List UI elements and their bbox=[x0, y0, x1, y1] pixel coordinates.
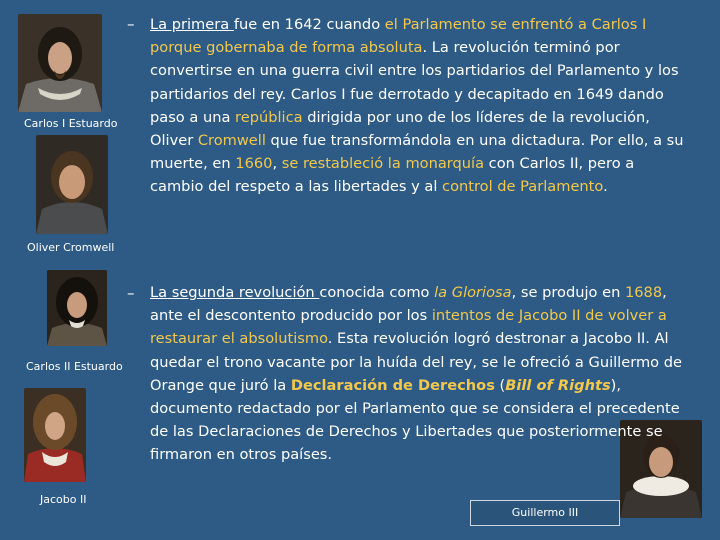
p1-s4: . La revolución terminó por convertirse en una guerra civil entre los partidarios del Parlamento y los partidarios del rey. Carlos I fue derrotado y decapitado en 1649 dando paso a una bbox=[150, 39, 679, 126]
p2-s6: , ante el descontento producido por los bbox=[150, 284, 667, 325]
p1-s10: , bbox=[272, 155, 282, 173]
p2-s9: Declaración de Derechos bbox=[290, 376, 495, 394]
p2-s12: ), documento redactado por el Parlamento que se considera el precedente de las Declaraciones de Derechos y Libertades que posteriormente se firmaron en otros países. bbox=[150, 376, 680, 464]
p1-s12: con Carlos II, pero a cambio del respeto a las libertades y al bbox=[150, 155, 635, 196]
caption-jacobo-ii: Jacobo II bbox=[40, 493, 87, 506]
p1-s9: 1660 bbox=[235, 155, 273, 173]
portrait-carlos-ii-image bbox=[47, 270, 107, 346]
portrait-jacobo-ii bbox=[24, 388, 86, 482]
p2-s7: intentos de Jacobo II de volver a restaurar el absolutismo bbox=[150, 307, 667, 348]
paragraph-primera-revolucion bbox=[150, 13, 690, 199]
p2-s10: ( bbox=[494, 376, 506, 394]
p1-s6: dirigida por uno de los líderes de la revolución, Oliver bbox=[150, 108, 650, 150]
portrait-carlos-ii bbox=[47, 270, 107, 346]
portrait-oliver-cromwell bbox=[36, 135, 108, 234]
p2-s11: Bill of Rights bbox=[505, 376, 611, 394]
portrait-carlos-i bbox=[18, 14, 102, 112]
p2-s5: 1688 bbox=[624, 284, 663, 301]
p1-s14: . bbox=[603, 178, 608, 196]
p2-s2: conocida como bbox=[319, 284, 435, 301]
portrait-jacobo-ii-image bbox=[24, 388, 86, 482]
p1-s13: control de Parlamento bbox=[442, 178, 604, 196]
p2-s1: La segunda revolución bbox=[150, 284, 320, 301]
p1-s3: el Parlamento se enfrentó a Carlos I porque gobernaba de forma absoluta bbox=[150, 16, 647, 57]
p1-s7: Cromwell bbox=[197, 132, 266, 150]
portrait-cromwell-image bbox=[36, 135, 108, 234]
paragraph-segunda-revolucion bbox=[150, 281, 702, 467]
p1-s2: fue en 1642 cuando bbox=[233, 16, 385, 33]
p2-s3: la Gloriosa bbox=[434, 284, 512, 301]
p1-s1: La primera bbox=[150, 16, 234, 33]
p1-s8: que fue transformándola en una dictadura. Por ello, a su muerte, en bbox=[150, 132, 684, 173]
caption-carlos-i: Carlos I Estuardo bbox=[24, 117, 118, 130]
caption-carlos-ii: Carlos II Estuardo bbox=[26, 360, 123, 373]
p1-s5: república bbox=[235, 108, 303, 126]
portrait-carlos-i-image bbox=[18, 14, 102, 112]
p2-s8: . Esta revolución logró destronar a Jacobo II. Al quedar el trono vacante por la huída del rey, se le ofreció a Guillermo de Orange que juró la bbox=[150, 330, 682, 394]
bullet-1: – bbox=[127, 15, 135, 33]
bullet-2: – bbox=[127, 284, 135, 302]
p1-s11: se restableció la monarquía bbox=[281, 155, 485, 173]
caption-guillermo-iii: Guillermo III bbox=[470, 500, 620, 526]
p2-s4: , se produjo en bbox=[511, 284, 625, 301]
caption-oliver-cromwell: Oliver Cromwell bbox=[27, 241, 115, 254]
